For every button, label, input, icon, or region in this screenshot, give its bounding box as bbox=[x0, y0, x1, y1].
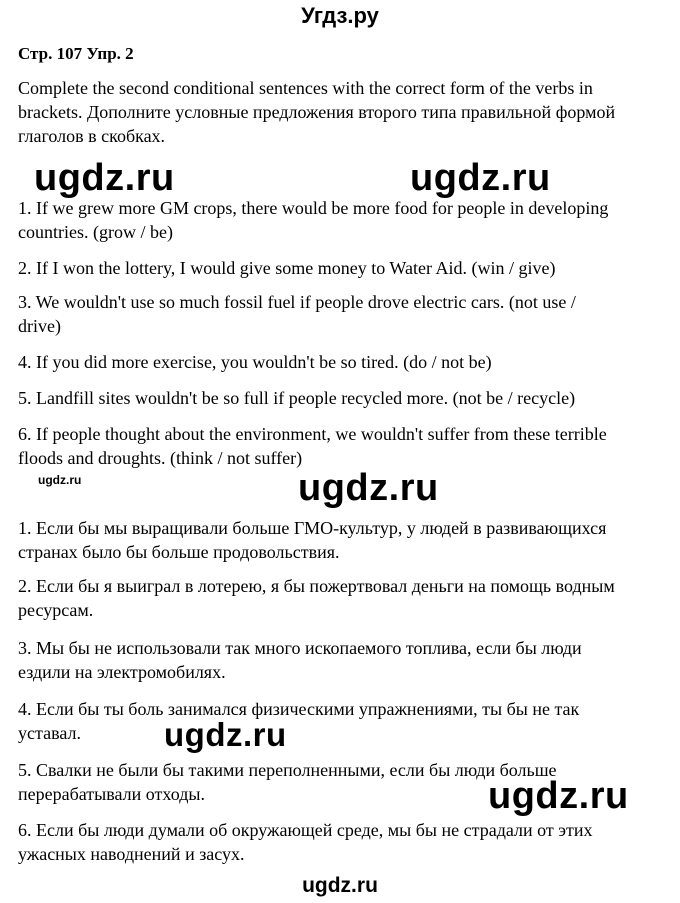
instruction-line: Complete the second conditional sentences with the correct form of the verbs in bbox=[18, 78, 593, 98]
russian-item-4 bbox=[18, 697, 668, 745]
instruction-line: brackets. Дополните условные предложения второго типа правильной формой bbox=[18, 102, 616, 122]
russian-line: 4. Если бы ты боль занимался физическими упражнениями, ты бы не так bbox=[18, 699, 580, 719]
russian-item-6 bbox=[18, 818, 668, 866]
watermark-lower-right: ugdz.ru bbox=[488, 775, 629, 817]
russian-line: ездили на электромобилях. bbox=[18, 662, 226, 682]
russian-line: 3. Мы бы не использовали так много ископаемого топлива, если бы люди bbox=[18, 638, 582, 658]
watermark-top-right: ugdz.ru bbox=[410, 157, 551, 199]
english-item-4 bbox=[18, 350, 668, 374]
english-line: 4. If you did more exercise, you wouldn't be so tired. (do / not be) bbox=[18, 352, 492, 372]
english-line: drive) bbox=[18, 316, 61, 336]
english-line: 3. We wouldn't use so much fossil fuel if people drove electric cars. (not use / bbox=[18, 292, 576, 312]
english-line: 1. If we grew more GM crops, there would be more food for people in developing bbox=[18, 198, 609, 218]
russian-line: ресурсам. bbox=[18, 600, 94, 620]
watermark-small: ugdz.ru bbox=[38, 473, 82, 487]
site-title: Угдз.ру bbox=[301, 3, 379, 28]
english-item-1 bbox=[18, 196, 668, 244]
english-line: floods and droughts. (think / not suffer) bbox=[18, 448, 303, 468]
english-line: 5. Landfill sites wouldn't be so full if people recycled more. (not be / recycle) bbox=[18, 388, 576, 408]
english-item-5 bbox=[18, 386, 668, 410]
english-item-6 bbox=[18, 422, 668, 470]
watermark-top-left: ugdz.ru bbox=[34, 157, 175, 199]
english-line: 2. If I won the lottery, I would give some money to Water Aid. (win / give) bbox=[18, 258, 556, 278]
watermark-footer: ugdz.ru bbox=[302, 874, 378, 897]
instruction-line: глаголов в скобках. bbox=[18, 126, 166, 146]
russian-line: перерабатывали отходы. bbox=[18, 784, 205, 804]
english-item-2 bbox=[18, 256, 668, 280]
english-line: countries. (grow / be) bbox=[18, 222, 173, 242]
russian-item-2 bbox=[18, 574, 668, 622]
russian-line: странах было бы больше продовольствия. bbox=[18, 542, 340, 562]
russian-line: 1. Если бы мы выращивали больше ГМО-культур, у людей в развивающихся bbox=[18, 518, 607, 538]
english-line: 6. If people thought about the environment, we wouldn't suffer from these terrible bbox=[18, 424, 607, 444]
russian-item-3 bbox=[18, 636, 668, 684]
watermark-lower-middle: ugdz.ru bbox=[164, 716, 287, 753]
instruction bbox=[18, 76, 668, 148]
russian-line: 2. Если бы я выиграл в лотерею, я бы пожертвовал деньги на помощь водным bbox=[18, 576, 615, 596]
russian-line: ужасных наводнений и засух. bbox=[18, 844, 245, 864]
english-item-3 bbox=[18, 290, 668, 338]
russian-line: уставал. bbox=[18, 723, 81, 743]
russian-item-1 bbox=[18, 516, 668, 564]
russian-line: 6. Если бы люди думали об окружающей среде, мы бы не страдали от этих bbox=[18, 820, 593, 840]
watermark-middle: ugdz.ru bbox=[298, 467, 439, 509]
russian-line: 5. Свалки не были бы такими переполненными, если бы люди больше bbox=[18, 760, 557, 780]
exercise-heading: Стр. 107 Упр. 2 bbox=[18, 44, 134, 63]
